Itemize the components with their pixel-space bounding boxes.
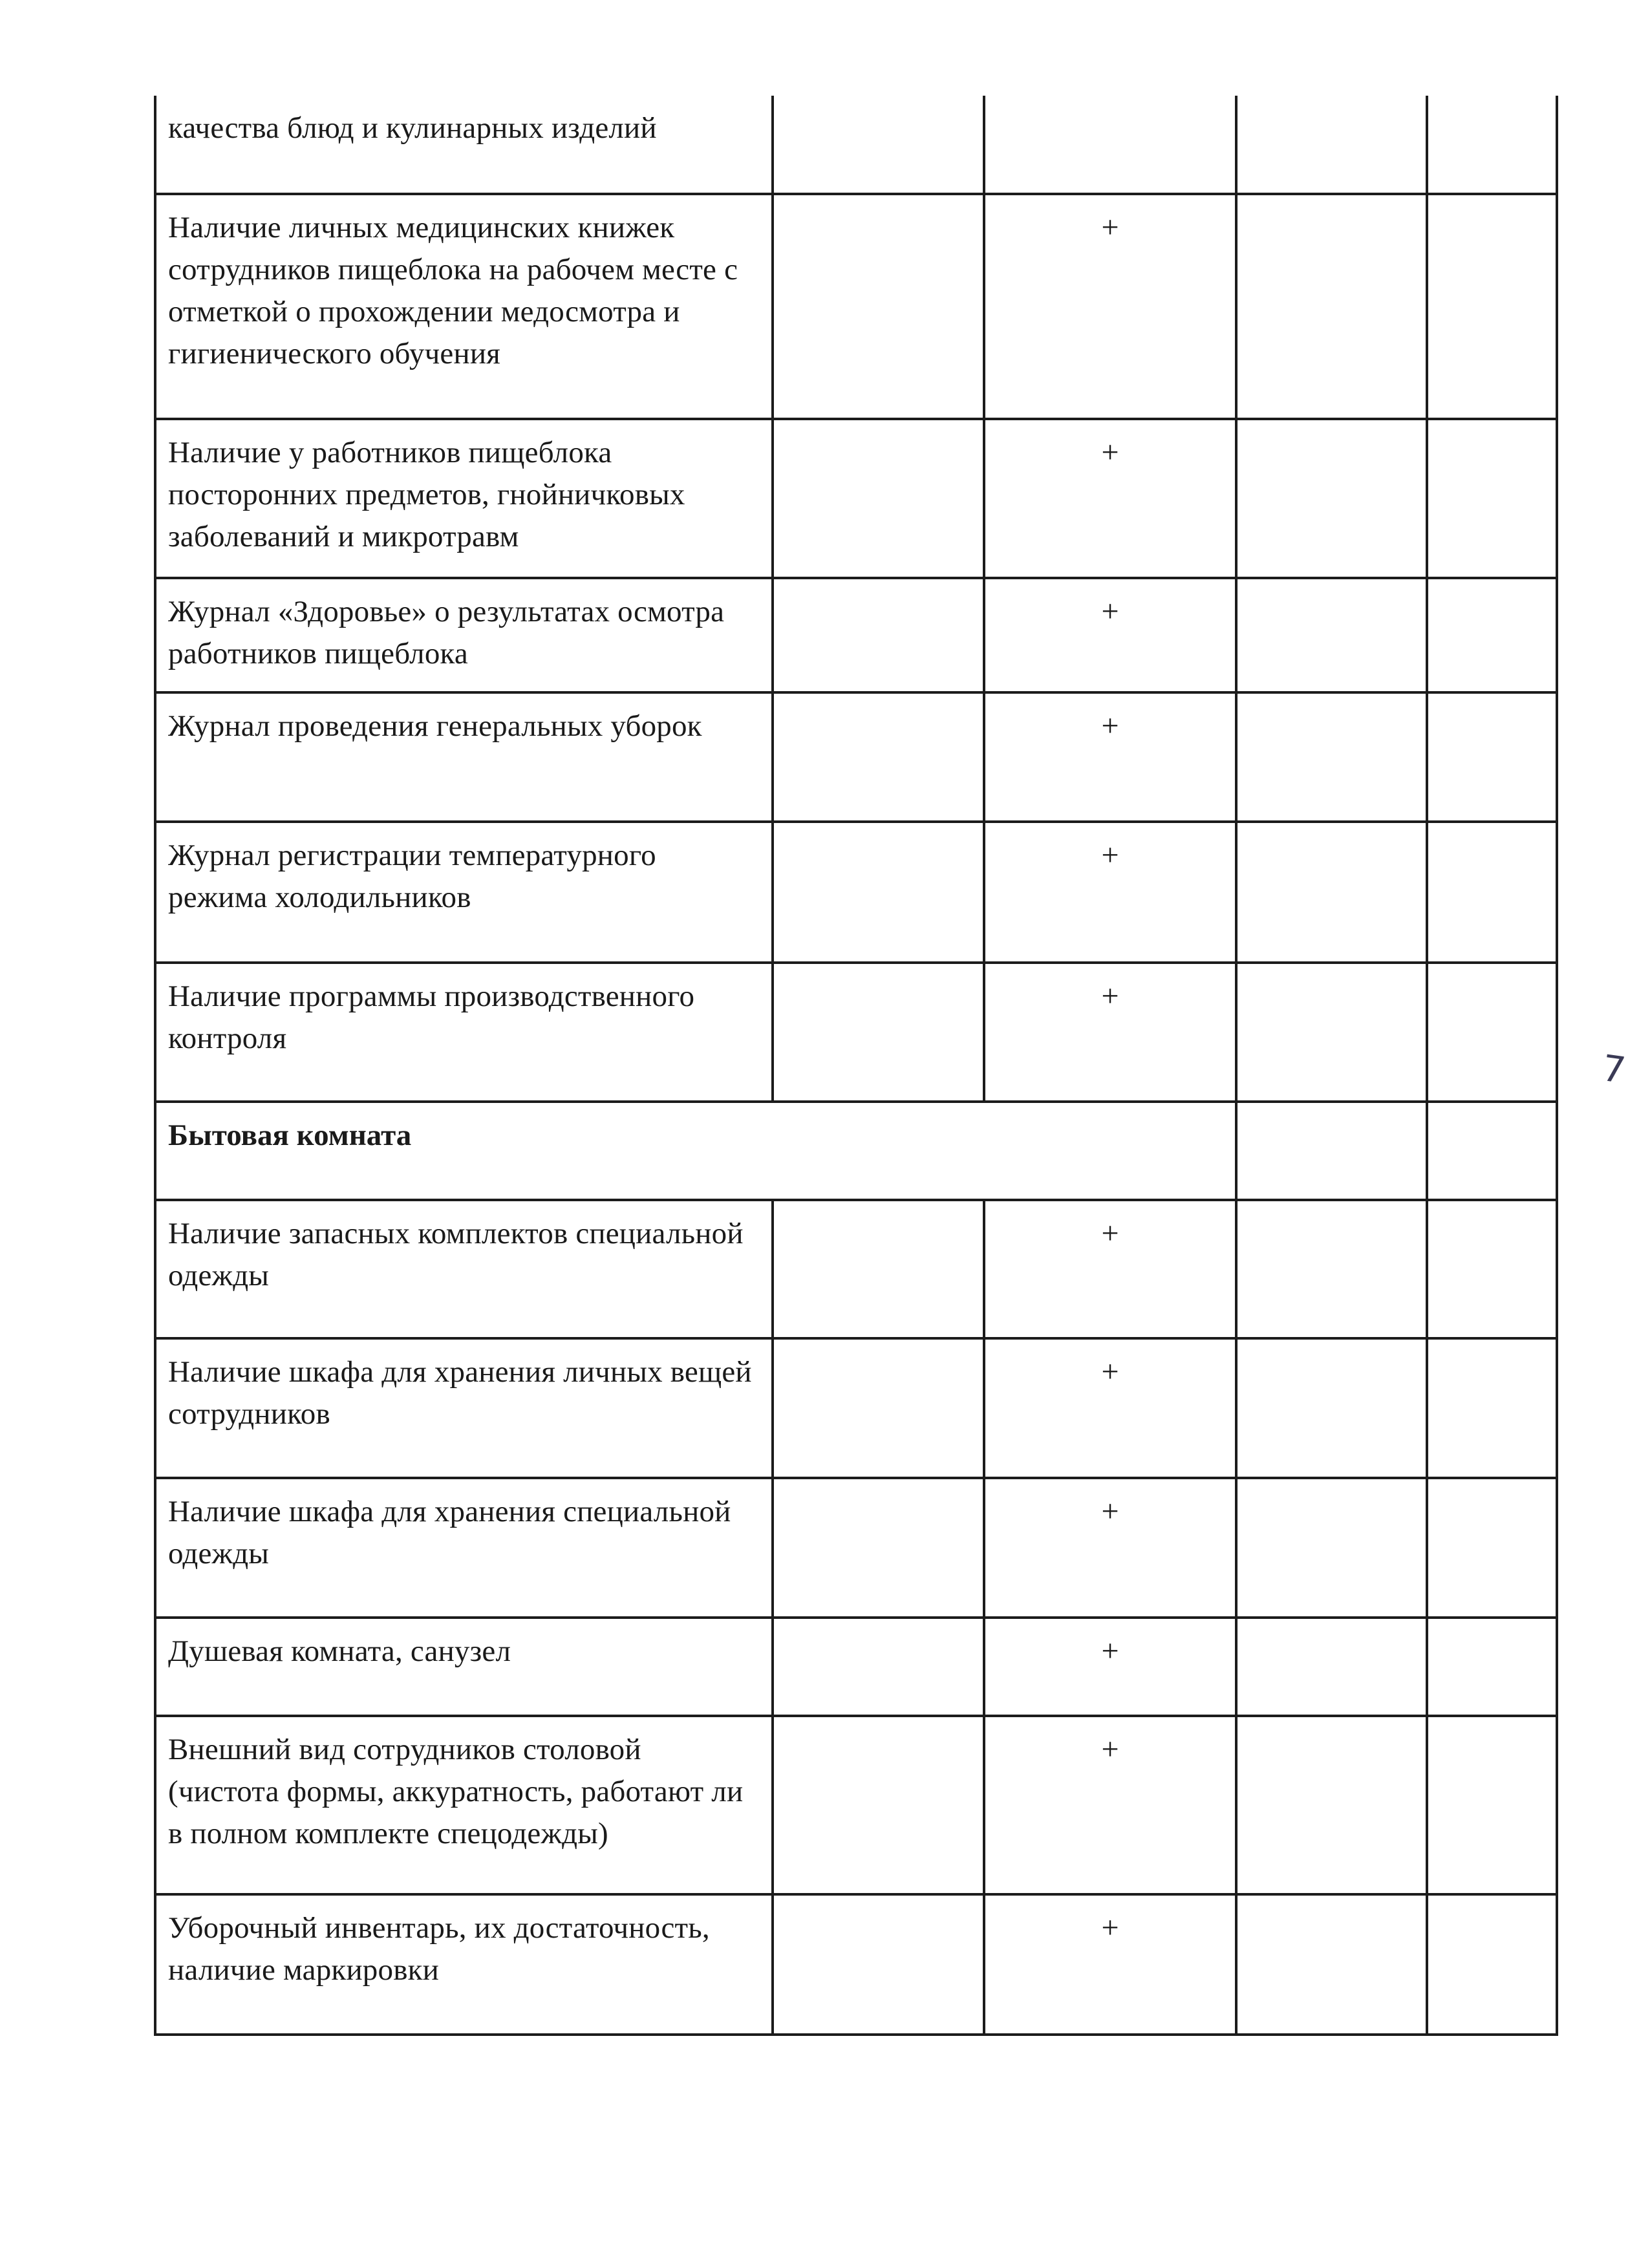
- empty-cell: [1427, 1200, 1557, 1338]
- table-row: [155, 1618, 1557, 1716]
- criterion-cell: Журнал «Здоровье» о результатах осмотра работников пищеблока: [155, 578, 773, 692]
- empty-cell: [1236, 1102, 1427, 1200]
- criterion-cell: качества блюд и кулинарных изделий: [155, 96, 773, 194]
- section-heading: Бытовая комната: [155, 1102, 1236, 1200]
- mark-cell: +: [984, 194, 1236, 419]
- margin-note: 7: [1599, 1047, 1628, 1093]
- mark-cell: +: [984, 822, 1236, 963]
- empty-cell: [773, 1338, 984, 1478]
- mark-cell: +: [984, 578, 1236, 692]
- empty-cell: [1236, 822, 1427, 963]
- mark-cell: +: [984, 1894, 1236, 2035]
- table-row: [155, 1200, 1557, 1338]
- empty-cell: [1236, 1894, 1427, 2035]
- mark-cell: +: [984, 963, 1236, 1102]
- criterion-cell: Наличие шкафа для хранения специальной одежды: [155, 1478, 773, 1618]
- empty-cell: [1236, 194, 1427, 419]
- mark-cell: +: [984, 692, 1236, 822]
- mark-cell: +: [984, 1618, 1236, 1716]
- empty-cell: [1236, 1716, 1427, 1894]
- empty-cell: [1427, 419, 1557, 578]
- empty-cell: [773, 1618, 984, 1716]
- empty-cell: [1236, 1200, 1427, 1338]
- criterion-cell: Внешний вид сотрудников столовой (чистота формы, аккуратность, работают ли в полном комплекте спецодежды): [155, 1716, 773, 1894]
- empty-cell: [1427, 692, 1557, 822]
- empty-cell: [773, 1478, 984, 1618]
- table-row: [155, 1894, 1557, 2035]
- mark-cell: [984, 96, 1236, 194]
- criterion-cell: Наличие запасных комплектов специальной одежды: [155, 1200, 773, 1338]
- table-row: [155, 419, 1557, 578]
- empty-cell: [1236, 419, 1427, 578]
- empty-cell: [1427, 578, 1557, 692]
- empty-cell: [1427, 1716, 1557, 1894]
- checklist-table: [154, 96, 1558, 2036]
- empty-cell: [1236, 578, 1427, 692]
- empty-cell: [773, 194, 984, 419]
- empty-cell: [1236, 96, 1427, 194]
- empty-cell: [773, 578, 984, 692]
- empty-cell: [1427, 963, 1557, 1102]
- table-row: [155, 578, 1557, 692]
- criterion-cell: Журнал проведения генеральных уборок: [155, 692, 773, 822]
- empty-cell: [1427, 96, 1557, 194]
- empty-cell: [1236, 1338, 1427, 1478]
- table-row: [155, 1478, 1557, 1618]
- criterion-cell: Журнал регистрации температурного режима холодильников: [155, 822, 773, 963]
- criterion-cell: Наличие программы производственного контроля: [155, 963, 773, 1102]
- mark-cell: +: [984, 1478, 1236, 1618]
- empty-cell: [773, 692, 984, 822]
- empty-cell: [773, 419, 984, 578]
- empty-cell: [773, 1716, 984, 1894]
- mark-cell: +: [984, 1338, 1236, 1478]
- table-row: [155, 692, 1557, 822]
- criterion-cell: Наличие шкафа для хранения личных вещей сотрудников: [155, 1338, 773, 1478]
- table-row: [155, 194, 1557, 419]
- mark-cell: +: [984, 419, 1236, 578]
- empty-cell: [773, 822, 984, 963]
- criterion-cell: Уборочный инвентарь, их достаточность, наличие маркировки: [155, 1894, 773, 2035]
- empty-cell: [1427, 194, 1557, 419]
- empty-cell: [1427, 1894, 1557, 2035]
- empty-cell: [1236, 692, 1427, 822]
- table-row: [155, 963, 1557, 1102]
- empty-cell: [1427, 1618, 1557, 1716]
- empty-cell: [1236, 963, 1427, 1102]
- table-row: [155, 822, 1557, 963]
- empty-cell: [1427, 1102, 1557, 1200]
- section-row: [155, 1102, 1557, 1200]
- empty-cell: [773, 96, 984, 194]
- mark-cell: +: [984, 1200, 1236, 1338]
- criterion-cell: Наличие личных медицинских книжек сотрудников пищеблока на рабочем месте с отметкой о прохождении медосмотра и гигиенического обучения: [155, 194, 773, 419]
- empty-cell: [1427, 1478, 1557, 1618]
- criterion-cell: Наличие у работников пищеблока посторонних предметов, гнойничковых заболеваний и микротравм: [155, 419, 773, 578]
- table-row: [155, 1716, 1557, 1894]
- table-row: [155, 1338, 1557, 1478]
- empty-cell: [773, 963, 984, 1102]
- empty-cell: [773, 1200, 984, 1338]
- empty-cell: [1427, 822, 1557, 963]
- mark-cell: +: [984, 1716, 1236, 1894]
- criterion-cell: Душевая комната, санузел: [155, 1618, 773, 1716]
- empty-cell: [1427, 1338, 1557, 1478]
- table-row: [155, 96, 1557, 194]
- empty-cell: [1236, 1618, 1427, 1716]
- empty-cell: [773, 1894, 984, 2035]
- empty-cell: [1236, 1478, 1427, 1618]
